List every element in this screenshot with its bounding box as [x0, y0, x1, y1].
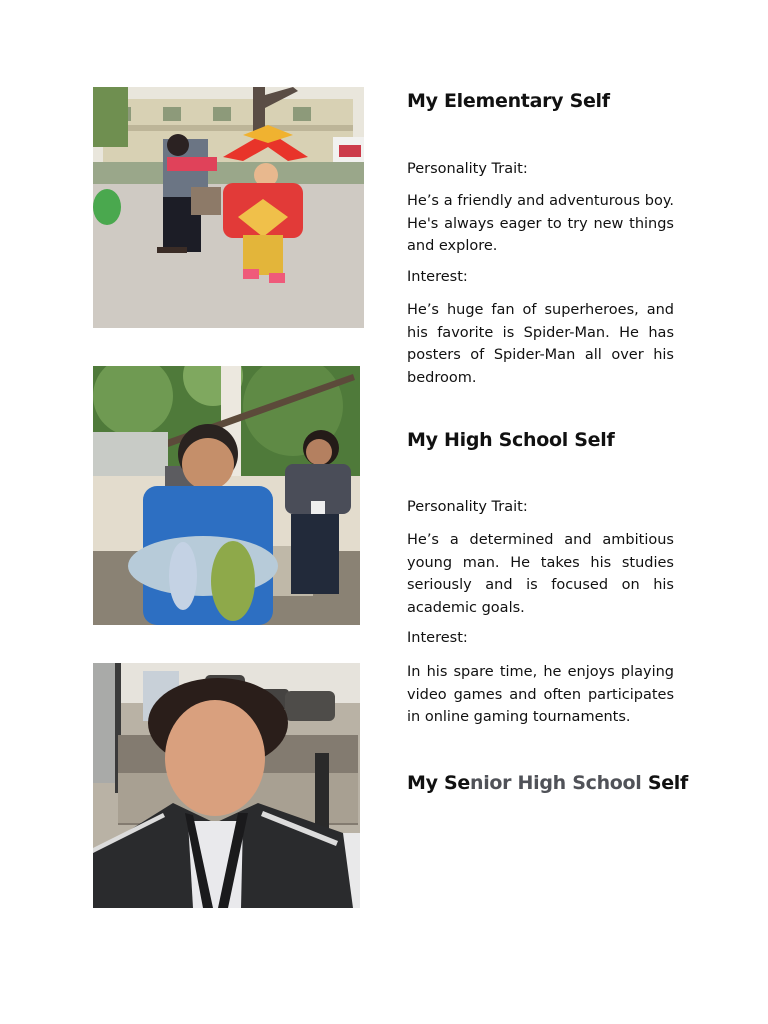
high-school-trait-text: He’s a determined and ambitious young man. He takes his studies seriously and is focused on his academic goals.: [407, 532, 674, 616]
elementary-heading: My Elementary Self: [407, 90, 610, 112]
heading-part-3: Self: [641, 772, 688, 794]
high-school-interest-text: In his spare time, he enjoys playing video games and often participates in online gaming tournaments.: [407, 664, 674, 725]
senior-high-heading: [407, 772, 688, 794]
high-school-photo: [93, 366, 360, 625]
heading-part-2: nior High School: [469, 772, 642, 794]
senior-high-photo: [93, 663, 360, 908]
elementary-trait-text: He’s a friendly and adventurous boy. He's always eager to try new things and explore.: [407, 193, 674, 254]
elementary-interest-text: He’s huge fan of superheroes, and his favorite is Spider-Man. He has posters of Spider-Man all over his bedroom.: [407, 302, 674, 386]
elementary-interest-label: Interest:: [407, 269, 468, 285]
high-school-heading: My High School Self: [407, 429, 615, 451]
elementary-photo: [93, 87, 364, 328]
high-school-trait-label: Personality Trait:: [407, 499, 528, 515]
heading-part-1: My Se: [407, 772, 470, 794]
elementary-trait-label: Personality Trait:: [407, 161, 528, 177]
high-school-interest-label: Interest:: [407, 630, 468, 646]
